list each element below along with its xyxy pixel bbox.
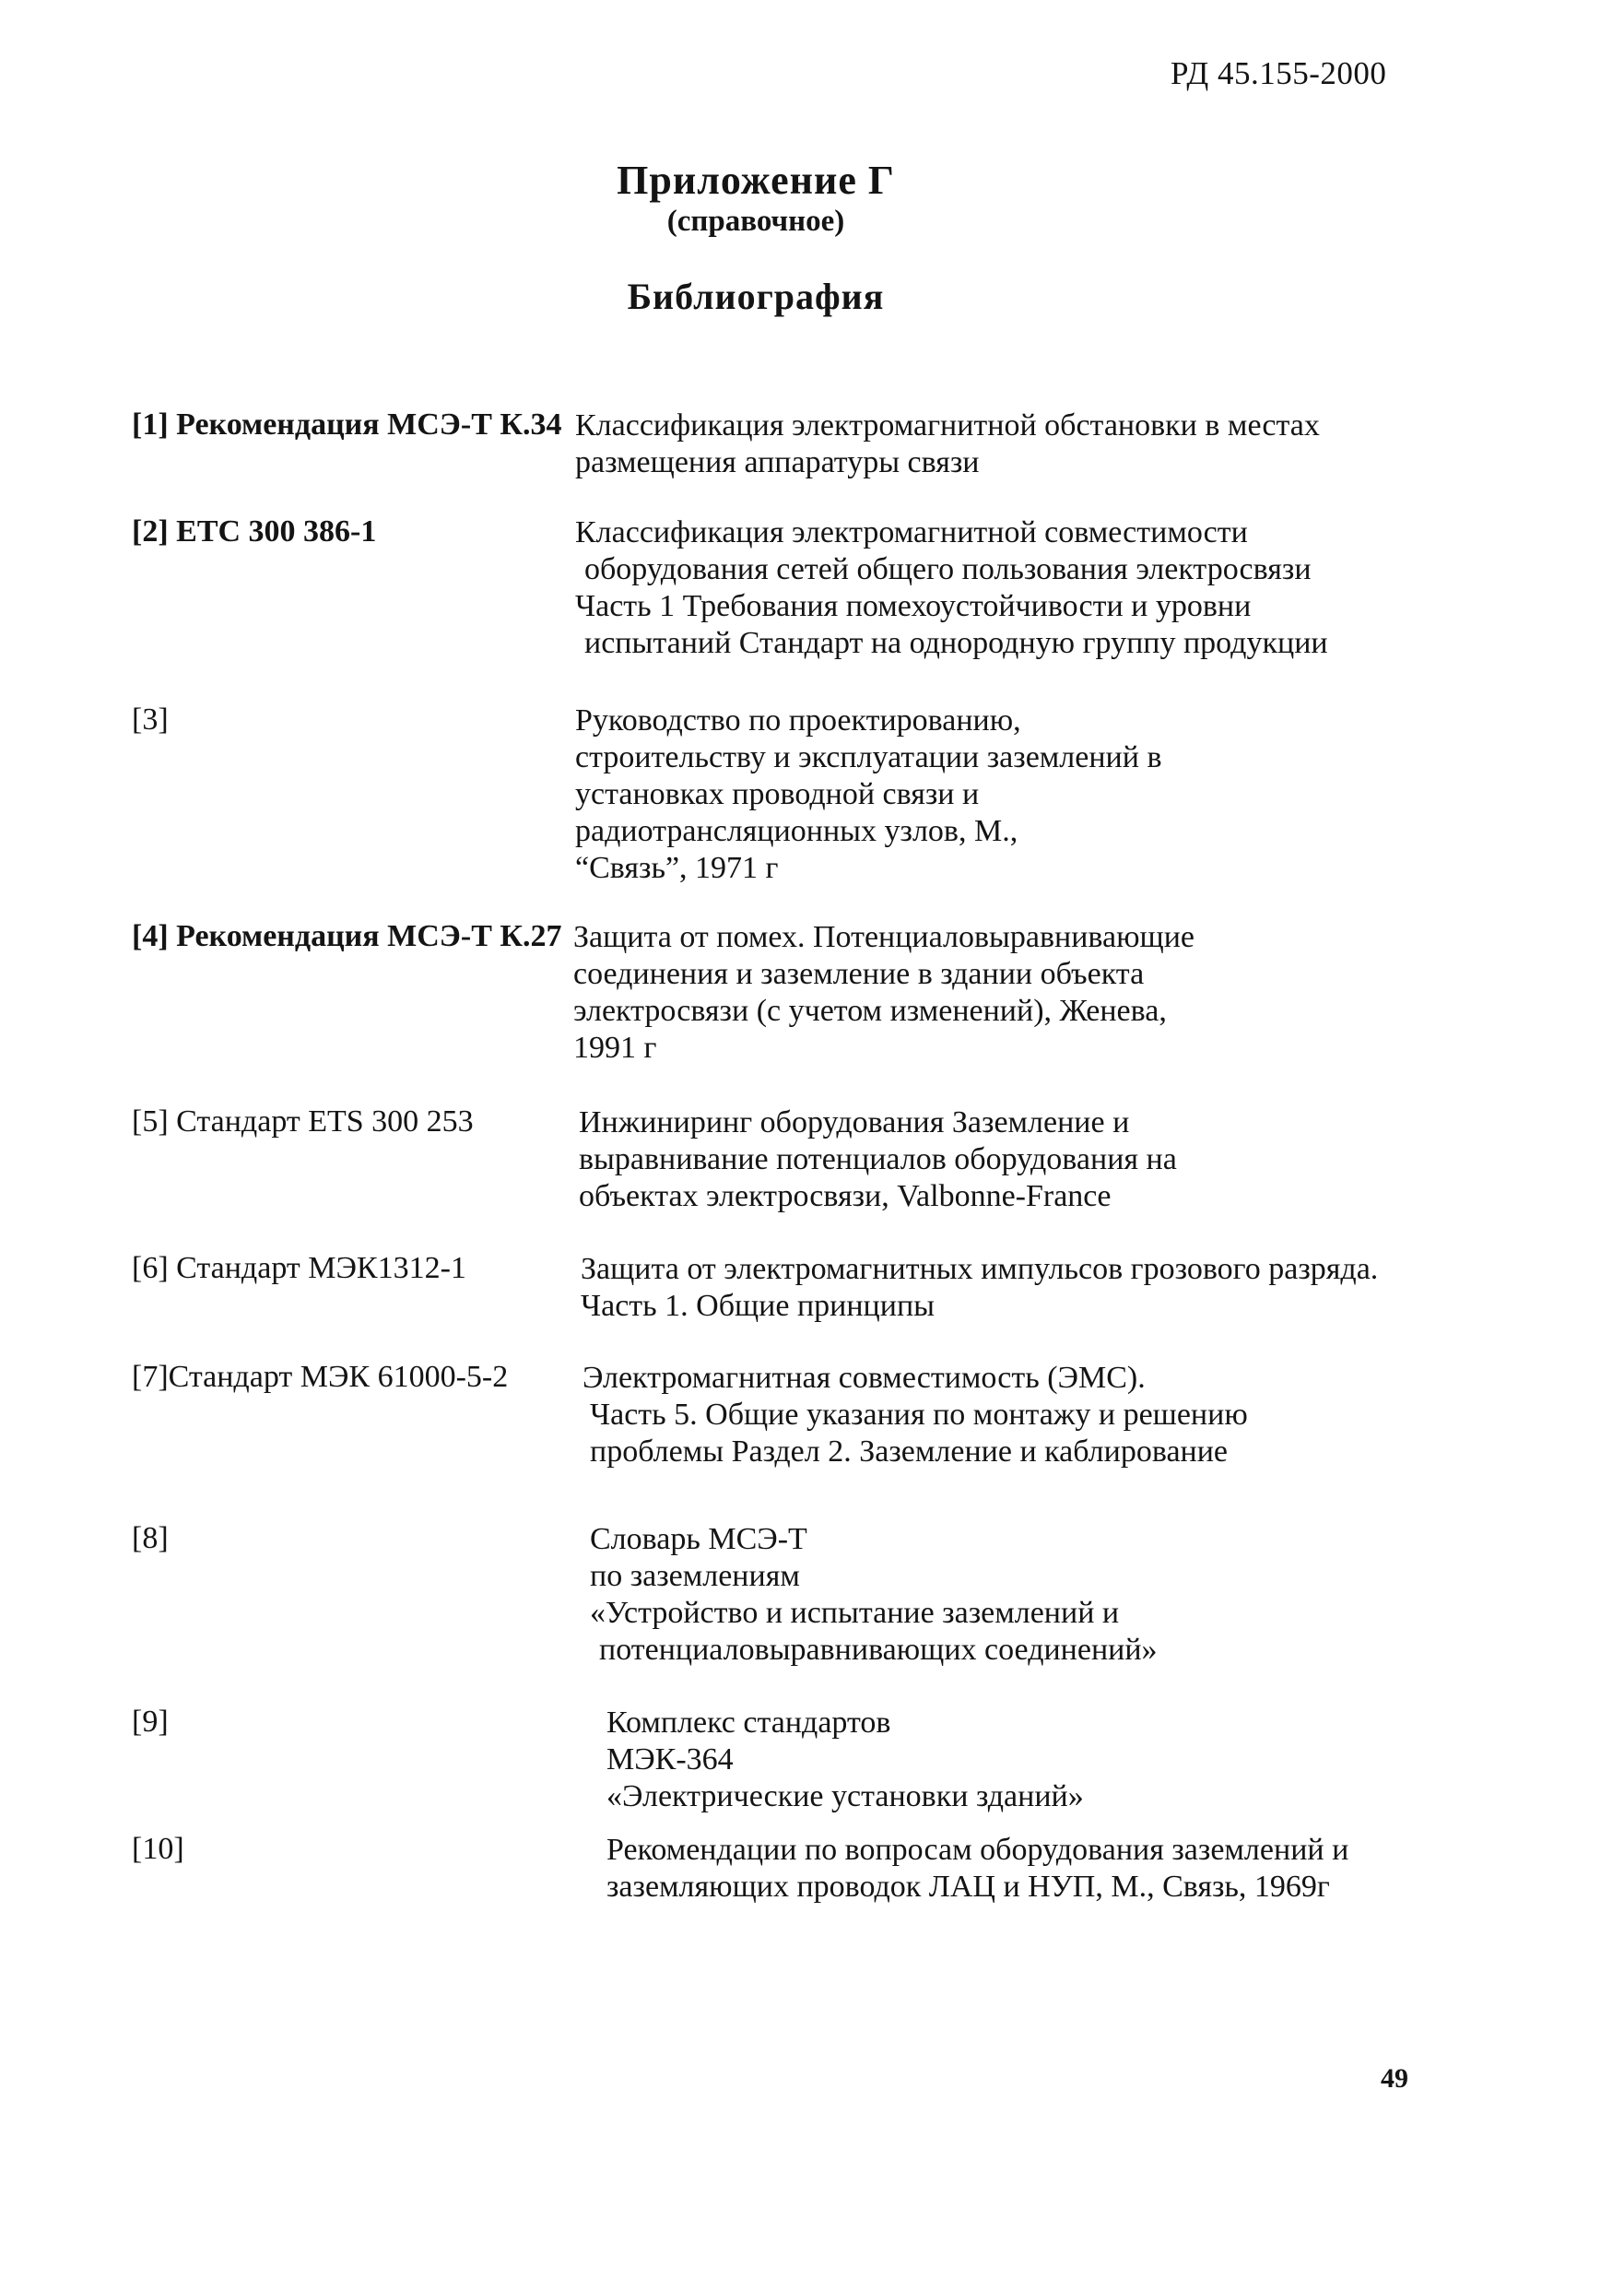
description-line: заземляющих проводок ЛАЦ и НУП, М., Связь, 1969г	[606, 1870, 1330, 1904]
description-line: «Устройство и испытание заземлений и	[590, 1596, 1120, 1630]
description-line: Классификация электромагнитной совместимости	[575, 515, 1248, 549]
description-line: по заземлениям	[590, 1559, 800, 1593]
description-line: Часть 1. Общие принципы	[581, 1289, 935, 1323]
description-line: проблемы Раздел 2. Заземление и каблирование	[590, 1434, 1229, 1469]
description-line: соединения и заземление в здании объекта	[573, 957, 1145, 991]
description-line: оборудования сетей общего пользования электросвязи	[584, 552, 1312, 586]
reference-label: [9]	[132, 1705, 169, 1739]
reference-description	[583, 1360, 1248, 1470]
reference-label: [2] ETC 300 386-1	[132, 514, 377, 549]
reference-description	[573, 919, 1194, 1067]
description-line: Защита от помех. Потенциаловыравнивающие	[573, 920, 1194, 954]
document-code: РД 45.155-2000	[1171, 55, 1387, 91]
description-line: потенциаловыравнивающих соединений»	[599, 1633, 1158, 1667]
description-line: выравнивание потенциалов оборудования на	[579, 1142, 1177, 1176]
reference-label: [6] Стандарт МЭК1312-1	[132, 1251, 466, 1285]
reference-description	[606, 1832, 1348, 1906]
reference-description	[581, 1251, 1378, 1325]
description-line: 1991 г	[573, 1031, 657, 1065]
reference-label: [1] Рекомендация МСЭ-Т К.34	[132, 407, 562, 442]
appendix-subtitle: (справочное)	[666, 205, 845, 238]
reference-label: [7]Стандарт МЭК 61000-5-2	[132, 1360, 509, 1394]
reference-label: [10]	[132, 1832, 184, 1866]
description-line: МЭК-364	[606, 1742, 734, 1777]
reference-label: [8]	[132, 1521, 169, 1555]
reference-description	[575, 514, 1328, 662]
description-line: Классификация электромагнитной обстановки в местах	[575, 408, 1320, 443]
section-title: Библиография	[627, 276, 885, 317]
reference-description	[606, 1705, 1084, 1815]
description-line: “Связь”, 1971 г	[575, 851, 779, 885]
description-line: Защита от электромагнитных импульсов грозового разряда.	[581, 1252, 1379, 1286]
description-line: Инжиниринг оборудования Заземление и	[579, 1105, 1130, 1139]
description-line: испытаний Стандарт на однородную группу продукции	[584, 626, 1328, 660]
reference-description	[575, 702, 1162, 887]
reference-label: [3]	[132, 702, 169, 737]
description-line: Электромагнитная совместимость (ЭМС).	[583, 1361, 1146, 1395]
description-line: размещения аппаратуры связи	[575, 445, 980, 479]
description-line: «Электрические установки зданий»	[606, 1779, 1084, 1813]
description-line: Руководство по проектированию,	[575, 703, 1021, 738]
description-line: электросвязи (с учетом изменений), Женева,	[573, 994, 1167, 1028]
description-line: строительству и эксплуатации заземлений в	[575, 740, 1162, 774]
description-line: установках проводной связи и	[575, 777, 980, 811]
reference-description	[575, 407, 1320, 481]
reference-label: [4] Рекомендация МСЭ-Т К.27	[132, 919, 562, 953]
reference-label: [5] Стандарт ETS 300 253	[132, 1104, 474, 1139]
description-line: Часть 1 Требования помехоустойчивости и уровни	[575, 589, 1252, 623]
description-line: Словарь МСЭ-Т	[590, 1522, 807, 1556]
description-line: Рекомендации по вопросам оборудования заземлений и	[606, 1833, 1349, 1867]
reference-description	[579, 1104, 1177, 1215]
reference-description	[590, 1521, 1158, 1669]
description-line: объектах электросвязи, Valbonne-France	[579, 1179, 1112, 1213]
description-line: Комплекс стандартов	[606, 1706, 891, 1740]
page-number: 49	[1381, 2063, 1408, 2094]
description-line: Часть 5. Общие указания по монтажу и решению	[590, 1398, 1248, 1432]
appendix-title: Приложение Г	[617, 158, 895, 203]
description-line: радиотрансляционных узлов, М.,	[575, 814, 1018, 848]
